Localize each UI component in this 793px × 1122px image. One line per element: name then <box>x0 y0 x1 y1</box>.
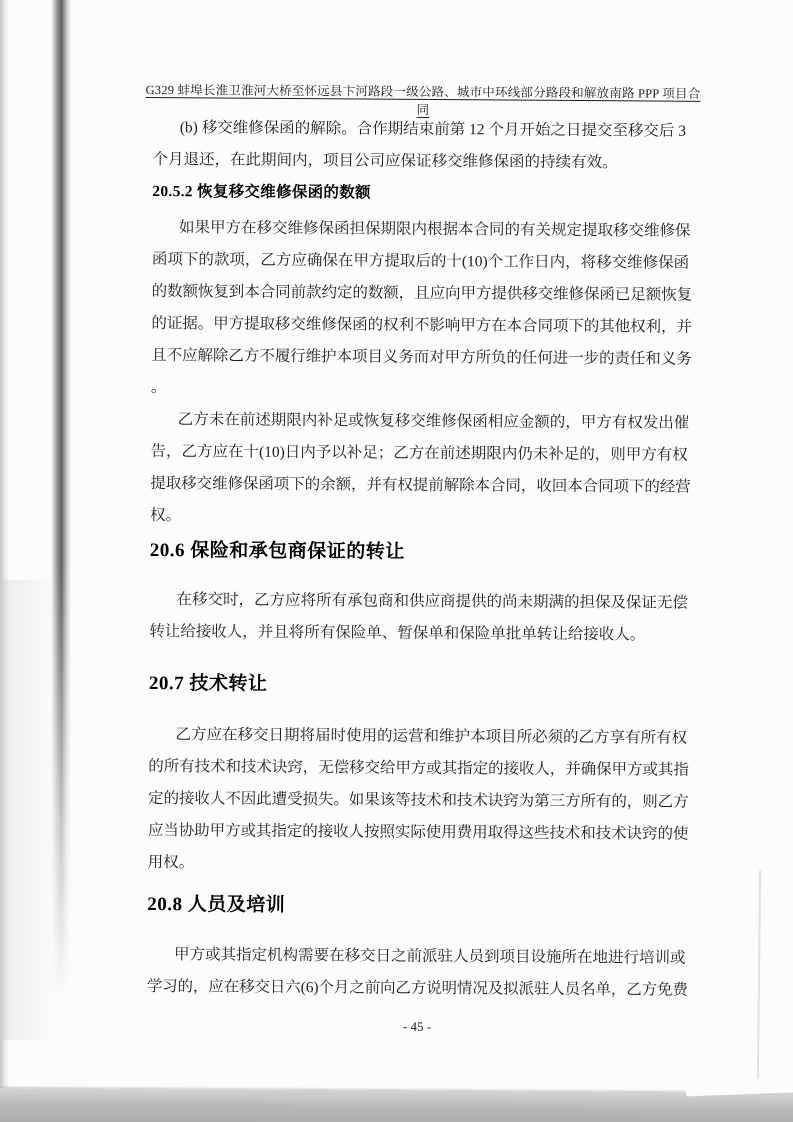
section-heading-20-5-2: 20.5.2 恢复移交维修保函的数额 <box>152 183 371 202</box>
section-heading-20-6: 20.6 保险和承包商保证的转让 <box>149 540 405 563</box>
text-line: 如果甲方在移交维修保函担保期限内根据本合同的有关规定提取移交维修保 <box>179 219 691 240</box>
page-number: - 45 - <box>402 1018 432 1034</box>
text-line: 且不应解除乙方不履行维护本项目义务而对甲方所负的任何进一步的责任和义务 <box>151 347 692 368</box>
text-line: 的所有技术和技术诀窍，无偿移交给甲方或其指定的接收人，并确保甲方或其指 <box>148 758 689 779</box>
text-column <box>146 112 693 1038</box>
text-line: 应当协助甲方或其指定的接收人按照实际使用费用取得这些技术和技术诀窍的使 <box>147 822 689 843</box>
section-heading-20-8: 20.8 人员及培训 <box>147 894 286 916</box>
text-line: 个月退还，在此期间内，项目公司应保证移交维修保函的持续有效。 <box>152 151 618 172</box>
paragraph-20-5-2-a <box>151 212 693 408</box>
paragraph-20-6 <box>149 584 690 652</box>
paragraph-20-5-2-b <box>150 404 692 536</box>
paragraph-20-7 <box>148 719 690 883</box>
text-line: 。 <box>150 379 167 397</box>
text-line: 学习的，应在移交日六(6)个月之前向乙方说明情况及拟派驻人员名单，乙方免费 <box>146 977 688 999</box>
clause-b-paragraph <box>152 112 693 180</box>
text-line: 告，乙方应在十(10)日内予以补足；乙方在前述期限内仍未补足的，则甲方有权 <box>150 443 688 464</box>
text-line: 乙方应在移交日期将届时使用的运营和维护本项目所必须的乙方享有所有权 <box>175 726 688 747</box>
text-line: 函项下的款项，乙方应确保在甲方提取后的十(10)个工作日内，将移交维修保函 <box>151 251 690 272</box>
text-line: 甲方或其指定机构需要在移交日之前派驻人员到项目设施所在地进行培训或 <box>173 946 686 967</box>
text-line: 的数额恢复到本合同前款约定的数额，且应向甲方提供移交维修保函已足额恢复 <box>151 283 693 304</box>
text-line: 定的接收人不因此遭受损失。如果该等技术和技术诀窍为第三方所有的，则乙方 <box>148 790 689 811</box>
text-line: 的证据。甲方提取移交维修保函的权利不影响甲方在本合同项下的其他权利，并 <box>151 315 692 336</box>
text-line: 用权。 <box>147 854 195 872</box>
text-line: 转让给接收人，并且将所有保险单、暂保单和保险单批单转让给接收人。 <box>149 623 646 644</box>
paragraph-20-8 <box>147 939 688 1007</box>
text-line: 提取移交维修保函项下的余额，并有权提前解除本合同，收回本合同项下的经营 <box>150 475 691 496</box>
running-header-text: G329 蚌埠长淮卫淮河大桥至怀远县卞河路段一级公路、城市中环线部分路段和解放南路 PPP 项目合同 <box>145 82 701 117</box>
text-line: 权。 <box>150 507 182 525</box>
text-line: 在移交时，乙方应将所有承包商和供应商提供的尚未期满的担保及保证无偿 <box>176 591 689 612</box>
section-heading-20-7: 20.7 技术转让 <box>148 673 268 695</box>
text-line: 乙方未在前述期限内补足或恢复移交维修保函相应金额的，甲方有权发出催 <box>177 411 690 432</box>
text-line: (b) 移交维修保函的解除。合作期结束前第 12 个月开始之日提交至移交后 3 <box>179 119 687 140</box>
